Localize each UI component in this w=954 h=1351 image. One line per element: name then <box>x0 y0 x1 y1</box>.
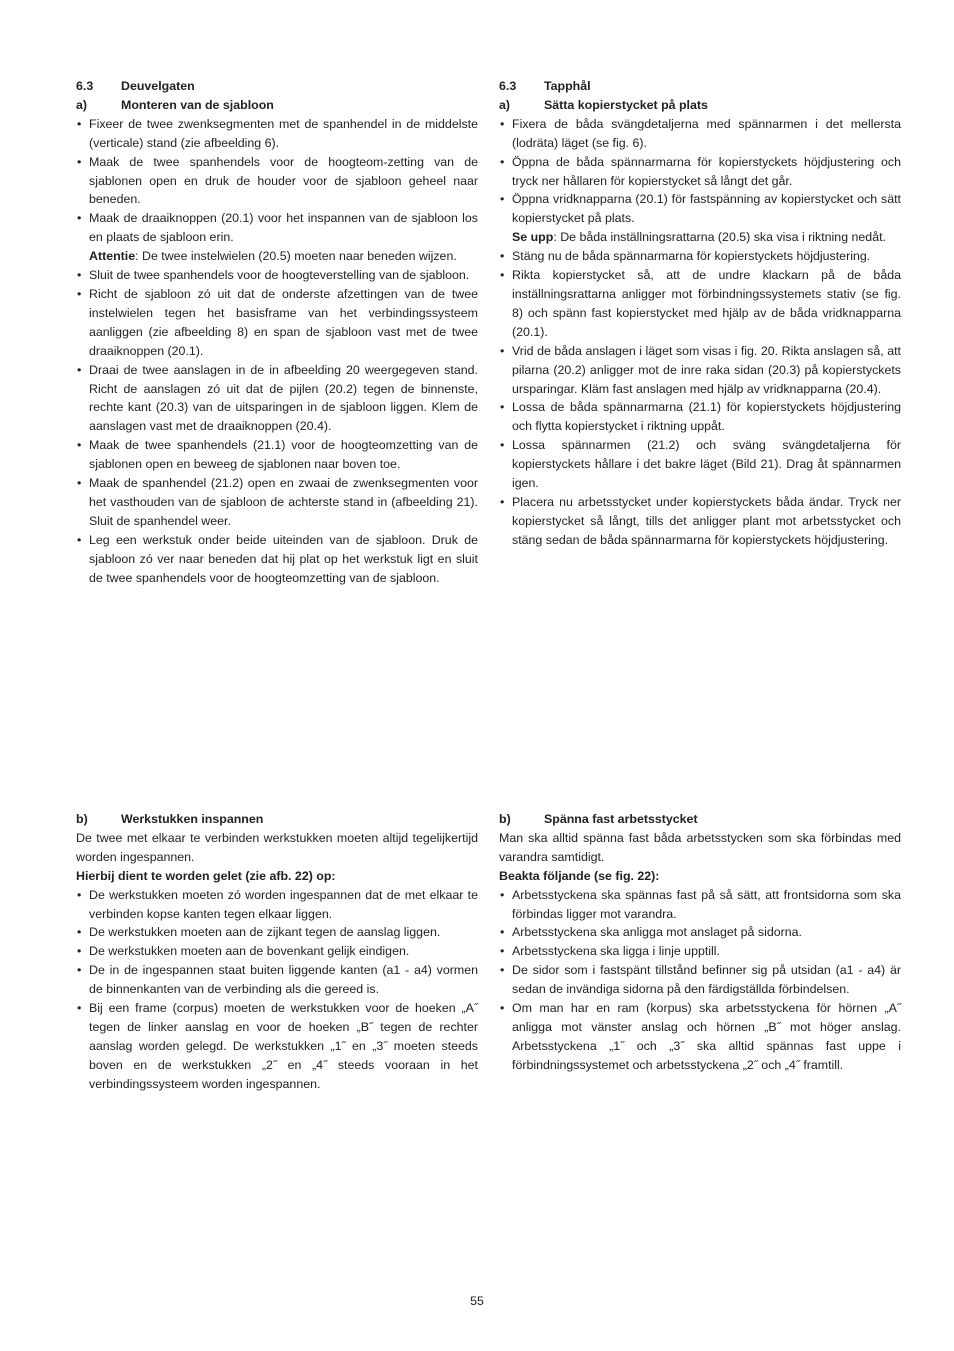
list-item: • De in de ingespannen staat buiten liggende kanten (a1 - a4) vormen de binnenkanten van de verbinding als die gereed is. <box>76 961 478 999</box>
subsection-title: Spänna fast arbetsstycket <box>544 812 698 826</box>
note-text: : De twee instelwielen (20.5) moeten naar beneden wijzen. <box>135 249 457 264</box>
list-item-text: Maak de draaiknoppen (20.1) voor het inspannen van de sjabloon los en plaats de sjabloon erin. <box>89 211 478 245</box>
lead-paragraph <box>499 867 901 886</box>
list-item: • Vrid de båda anslagen i läget som visas i fig. 20. Rikta anslagen så, att pilarna (20.2) anligger mot de inre raka sidan (20.3) på kopierstyckets ursparingar. Kläm fast anslagen med hjälp av vridknapparna (20.4). <box>499 342 901 399</box>
lead-paragraph <box>76 867 478 886</box>
list-item <box>76 209 478 266</box>
list-item: • Maak de twee spanhendels (21.1) voor de hoogteomzetting van de sjablonen open en beweeg de sjablonen naar boven toe. <box>76 436 478 474</box>
list-item: • De werkstukken moeten zó worden ingespannen dat de met elkaar te verbinden kopse kanten tegen elkaar liggen. <box>76 886 478 924</box>
nl-section-dowel-holes <box>76 77 478 587</box>
list-item: • Lossa de båda spännarmarna (21.1) för kopierstyckets höjdjustering och flytta kopierstycket i riktning uppåt. <box>499 398 901 436</box>
instruction-list <box>499 115 901 550</box>
instruction-list <box>499 886 901 1075</box>
subsection-number: a) <box>76 97 88 112</box>
instruction-list <box>76 115 478 588</box>
list-item: • Om man har en ram (korpus) ska arbetsstyckena för hörnen „A˝ anligga mot vänster anslag och hörnen „B˝ mot höger anslag. Arbetsstyckena „1˝ och „3˝ ska alltid spännas fast uppe i förbindningssystemet och arbetsstyckena „2˝ och „4˝ framtill. <box>499 999 901 1075</box>
page-number: 55 <box>470 1294 484 1308</box>
subsection-heading <box>76 810 478 829</box>
lead-text: Beakta följande (se fig. 22): <box>499 868 660 883</box>
intro-paragraph: Man ska alltid spänna fast båda arbetsstycken som ska förbindas med varandra samtidigt. <box>499 830 901 864</box>
subsection-title: Monteren van de sjabloon <box>121 97 274 112</box>
instruction-list <box>76 886 478 1094</box>
subsection-title: Sätta kopierstycket på plats <box>544 97 708 112</box>
list-item: • Rikta kopierstycket så, att de undre klackarn på de båda inställningsrattarna anligger mot förbindningssystemets stativ (se fig. 8) och spänn fast kopierstycket med hjälp av de båda vridknapparna (20.1). <box>499 266 901 342</box>
subsection-number: a) <box>499 97 511 112</box>
note-label: Se upp <box>512 230 554 245</box>
sv-section-clamping <box>499 810 901 1075</box>
list-item: • Arbetsstyckena ska anligga mot anslaget på sidorna. <box>499 923 901 942</box>
list-item: • Sluit de twee spanhendels voor de hoogteverstelling van de sjabloon. <box>76 266 478 285</box>
list-item: • Maak de twee spanhendels voor de hoogteom-zetting van de sjablonen open en druk de houder voor de sjabloon geheel naar beneden. <box>76 153 478 210</box>
list-item-text: Öppna vridknapparna (20.1) för fastspänning av kopierstycket och sätt kopierstycket på plats. <box>512 192 901 226</box>
section-title: Deuvelgaten <box>121 79 195 93</box>
lead-text: Hierbij dient te worden gelet (zie afb. 22) op: <box>76 868 336 883</box>
subsection-heading <box>76 96 478 115</box>
attention-note <box>512 228 901 247</box>
list-item: • Draai de twee aanslagen in de in afbeelding 20 weergegeven stand. Richt de aanslagen zó uit dat de pijlen (20.2) tegen de binnenste, rechte kant (20.3) van de uitsparingen in de sjabloon liggen. Klem de aanslagen vast met de draaiknoppen (20.4). <box>76 361 478 437</box>
subsection-number: b) <box>76 812 88 826</box>
nl-section-clamping <box>76 810 478 1094</box>
list-item: • Leg een werkstuk onder beide uiteinden van de sjabloon. Druk de sjabloon zó ver naar beneden dat hij plat op het werkstuk ligt en sluit de twee spanhendels voor de hoogteomzetting van de sjabloon. <box>76 531 478 588</box>
list-item: • Richt de sjabloon zó uit dat de onderste afzettingen van de twee instelwielen tegen het basisframe van het verbindingssysteem aanliggen (zie afbeelding 8) en span de sjabloon vast met de twee draaiknoppen (20.1). <box>76 285 478 361</box>
section-heading <box>76 77 478 96</box>
list-item: • Maak de spanhendel (21.2) open en zwaai de zwenksegmenten voor het vasthouden van de sjabloon de achterste stand in (afbeelding 21). Sluit de spanhendel weer. <box>76 474 478 531</box>
list-item: • Fixeer de twee zwenksegmenten met de spanhendel in de middelste (verticale) stand (zie afbeelding 6). <box>76 115 478 153</box>
section-heading <box>499 77 901 96</box>
list-item: • Fixera de båda svängdetaljerna med spännarmen i det mellersta (lodräta) läget (se fig. 6). <box>499 115 901 153</box>
list-item: • De werkstukken moeten aan de bovenkant gelijk eindigen. <box>76 942 478 961</box>
subsection-heading <box>499 810 901 829</box>
list-item: • De sidor som i fastspänt tillstånd befinner sig på utsidan (a1 - a4) är sedan de invändiga sidorna på den färdigställda förbindelsen. <box>499 961 901 999</box>
list-item: • De werkstukken moeten aan de zijkant tegen de aanslag liggen. <box>76 923 478 942</box>
list-item: • Placera nu arbetsstycket under kopierstyckets båda ändar. Tryck ner kopierstycket så långt, tills det anligger plant mot arbetsstycket och stäng sedan de båda spännarmarna för kopierstyckets höjdjustering. <box>499 493 901 550</box>
list-item: • Arbetsstyckena ska ligga i linje upptill. <box>499 942 901 961</box>
attention-note <box>89 247 478 266</box>
list-item: • Arbetsstyckena ska spännas fast på så sätt, att frontsidorna som ska förbindas ligger mot varandra. <box>499 886 901 924</box>
subsection-title: Werkstukken inspannen <box>121 812 264 826</box>
list-item <box>499 190 901 247</box>
note-label: Attentie <box>89 249 136 264</box>
section-number: 6.3 <box>499 79 517 93</box>
subsection-heading <box>499 96 901 115</box>
list-item: • Lossa spännarmen (21.2) och sväng svängdetaljerna för kopierstyckets hållare i det bakre läget (Bild 21). Drag åt spännarmen igen. <box>499 436 901 493</box>
section-number: 6.3 <box>76 79 94 93</box>
list-item: • Öppna de båda spännarmarna för kopierstyckets höjdjustering och tryck ner hållaren för kopierstycket så långt det går. <box>499 153 901 191</box>
intro-paragraph: De twee met elkaar te verbinden werkstukken moeten altijd tegelijkertijd worden ingespannen. <box>76 830 478 864</box>
sv-section-tenon-holes <box>499 77 901 550</box>
list-item: • Stäng nu de båda spännarmarna för kopierstyckets höjdjustering. <box>499 247 901 266</box>
subsection-number: b) <box>499 812 511 826</box>
section-title: Tapphål <box>544 79 591 93</box>
note-text: : De båda inställningsrattarna (20.5) ska visa i riktning nedåt. <box>553 230 886 245</box>
list-item: • Bij een frame (corpus) moeten de werkstukken voor de hoeken „A˝ tegen de linker aanslag en voor de hoeken „B˝ tegen de rechter aanslag worden gelegd. De werkstukken „1˝ en „3˝ moeten steeds boven en de werkstukken „2˝ en „4˝ steeds vooraan in het verbindingssysteem worden ingespannen. <box>76 999 478 1094</box>
